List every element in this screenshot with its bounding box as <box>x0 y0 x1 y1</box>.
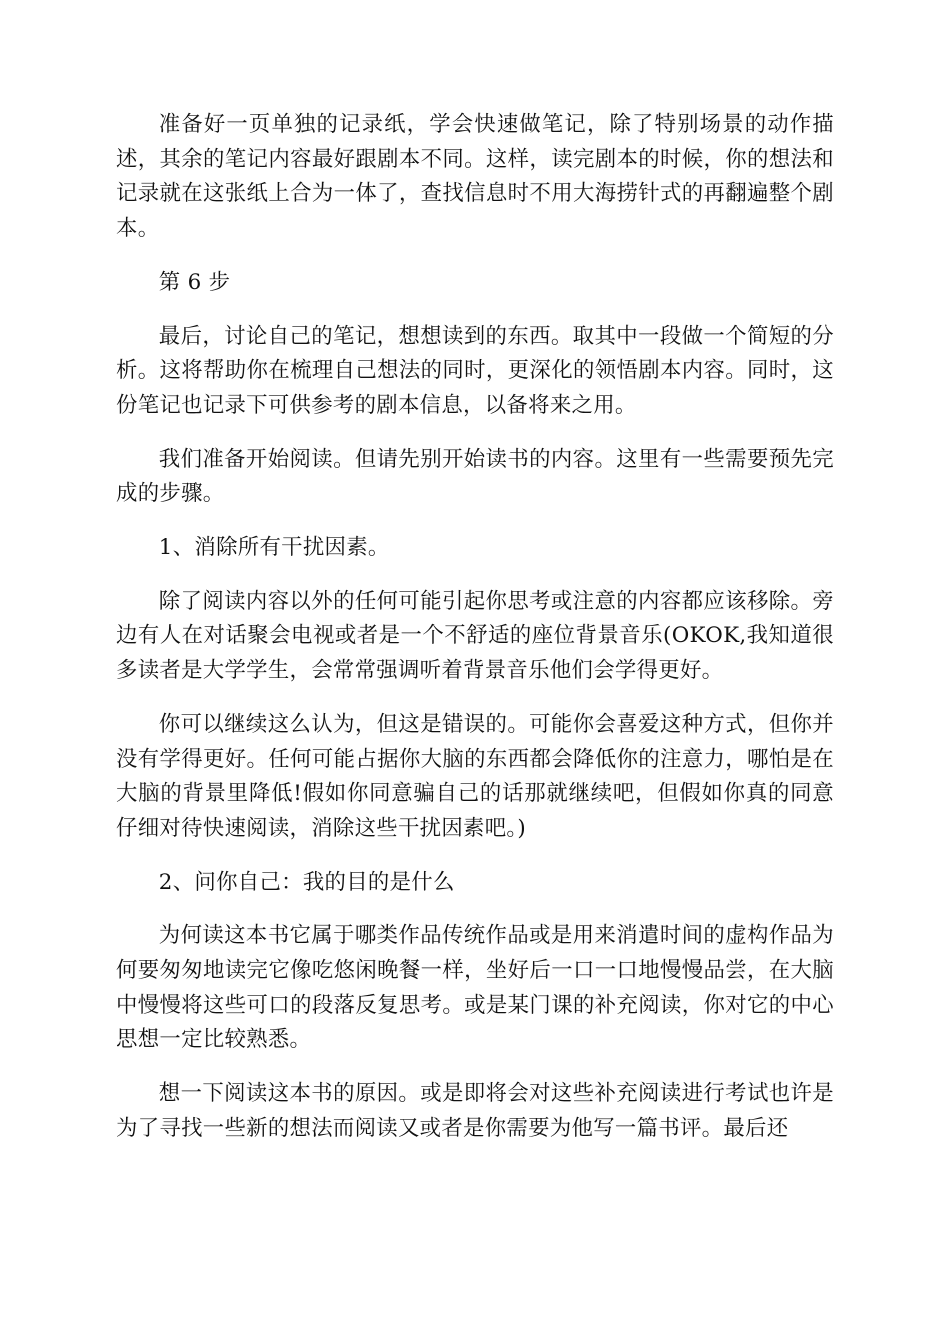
item-2-heading: 2、问你自己：我的目的是什么 <box>158 869 455 895</box>
paragraph-discuss-notes: 最后，讨论自己的笔记，想想读到的东西。取其中一段做一个简短的分析。这将帮助你在梳理自己想法的同时，更深化的领悟剧本内容。同时，这份笔记也记录下可供参考的剧本信息，以备将来之用。 <box>116 323 834 418</box>
document-page <box>116 108 834 1166</box>
step-6-heading: 第 6 步 <box>158 269 231 295</box>
paragraph-prepare-reading: 我们准备开始阅读。但请先别开始读书的内容。这里有一些需要预先完成的步骤。 <box>116 446 834 507</box>
paragraph-why-read: 为何读这本书它属于哪类作品传统作品或是用来消遣时间的虚构作品为何要匆匆地读完它像吃悠闲晚餐一样，坐好后一口一口地慢慢品尝，在大脑中慢慢将这些可口的段落反复思考。或是某门课的补充阅读，你对它的中心思想一定比较熟悉。 <box>116 923 834 1053</box>
paragraph-note-taking: 准备好一页单独的记录纸，学会快速做笔记，除了特别场景的动作描述，其余的笔记内容最好跟剧本不同。这样，读完剧本的时候，你的想法和记录就在这张纸上合为一体了，查找信息时不用大海捞针式的再翻遍整个剧本。 <box>116 112 834 242</box>
paragraph-background-music: 你可以继续这么认为，但这是错误的。可能你会喜爱这种方式，但你并没有学得更好。任何可能占据你大脑的东西都会降低你的注意力，哪怕是在大脑的背景里降低!假如你同意骗自己的话那就继续吧，但假如你真的同意仔细对待快速阅读，消除这些干扰因素吧。) <box>116 711 834 841</box>
paragraph-reading-reason: 想一下阅读这本书的原因。或是即将会对这些补充阅读进行考试也许是为了寻找一些新的想法而阅读又或者是你需要为他写一篇书评。最后还 <box>116 1081 834 1141</box>
paragraph-remove-distractions: 除了阅读内容以外的任何可能引起你思考或注意的内容都应该移除。旁边有人在对话聚会电视或者是一个不舒适的座位背景音乐(OKOK,我知道很多读者是大学学生，会常常强调听着背景音乐他们会学得更好。 <box>116 588 834 684</box>
item-1-heading: 1、消除所有干扰因素。 <box>158 535 390 561</box>
